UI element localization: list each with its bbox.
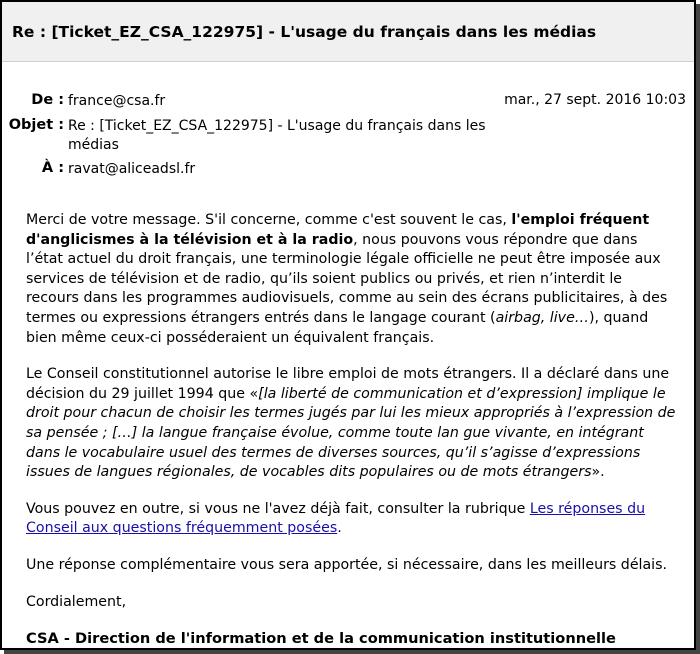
faq-link[interactable]: Les réponses du Conseil aux questions fréquemment posées: [26, 500, 646, 537]
p1-text-end: ), quand bien même ceux-ci posséderaient un équivalent français.: [26, 309, 649, 346]
subject-label: Objet :: [8, 117, 64, 133]
paragraph-1: [26, 211, 676, 348]
email-headers: [2, 62, 694, 182]
from-address[interactable]: france@csa.fr: [68, 93, 166, 109]
p2-text-end: ».: [591, 464, 605, 481]
p3-text-start: Vous pouvez en outre, si vous ne l'avez déjà fait, consulter la rubrique: [26, 500, 530, 517]
p1-text-mid: , nous pouvons vous répondre que dans l’état actuel du droit français, une terminologie légale officielle ne peut être imposée aux services de télévision et de radio, qu’ils soient publics ou privés, et rien n’interdit le recours dans les programmes audiovisuels, comme au sein des écrans publicitaires, à des termes ou expressions étrangers entrés dans le langage courant (: [26, 231, 668, 326]
paragraph-3: [26, 500, 676, 539]
p1-bold-text: l'emploi fréquent d'anglicismes à la télévision et à la radio: [26, 212, 650, 248]
subject-line-1: Re : [Ticket_EZ_CSA_122975] - L'usage du français dans les: [68, 118, 486, 134]
p1-text-start: Merci de votre message. S'il concerne, comme c'est souvent le cas,: [26, 212, 512, 228]
subject-bar: [2, 2, 694, 62]
p2-text-start: Le Conseil constitutionnel autorise le libre emploi de mots étrangers. Il a déclaré dans une décision du 29 juillet 1994 que «: [26, 366, 670, 402]
email-body: [26, 211, 676, 650]
from-label: De :: [31, 92, 64, 108]
signature: CSA - Direction de l'information et de la communication institutionnelle: [26, 630, 616, 648]
p2-italic-quote: [la liberté de communication et d’expression] implique le droit pour chacun de choisir les termes jugés par lui les mieux appropriés à l’expression de sa pensée ; […] la langue française évolue, comme toute lan gue vivante, en intégrant dans le vocabulaire usuel des termes de diverses sources, qu’il s’agisse d’expressions issues de langues régionales, de vocables dits populaires ou de mots étrangers: [26, 385, 676, 481]
paragraph-2: [26, 365, 676, 483]
paragraph-5-closing: Cordialement,: [26, 593, 127, 610]
to-address[interactable]: ravat@aliceadsl.fr: [68, 161, 196, 177]
email-date: mar., 27 sept. 2016 10:03: [504, 92, 686, 108]
paragraph-4: Une réponse complémentaire vous sera apportée, si nécessaire, dans les meilleurs délais.: [26, 556, 668, 573]
subject-line-2: médias: [68, 137, 119, 153]
p3-text-end: .: [337, 520, 342, 537]
email-subject-title: Re : [Ticket_EZ_CSA_122975] - L'usage du français dans les médias: [12, 22, 597, 41]
p1-italic-text: airbag, live…: [495, 309, 589, 326]
to-label: À :: [41, 160, 64, 176]
